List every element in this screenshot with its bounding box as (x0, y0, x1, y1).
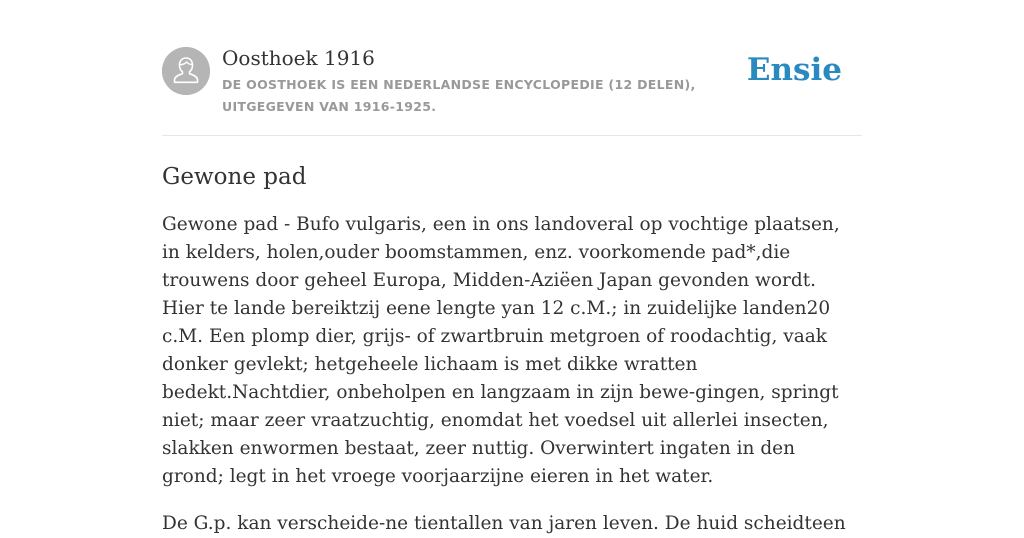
user-silhouette-icon (162, 47, 210, 95)
source-description: DE OOSTHOEK IS EEN NEDERLANDSE ENCYCLOPEDIE (12 DELEN), UITGEGEVEN VAN 1916-1925. (222, 77, 696, 114)
source-info (222, 44, 762, 118)
source-title[interactable]: Oosthoek 1916 (222, 46, 375, 70)
source-header (162, 0, 862, 136)
content-container (162, 0, 862, 538)
article-title: Gewone pad (162, 164, 307, 190)
article-paragraph: De G.p. kan verscheide-ne tientallen van jaren leven. De huid scheidteen (162, 513, 846, 534)
user-avatar-icon[interactable] (162, 47, 210, 95)
article-paragraph: Gewone pad - Bufo vulgaris, een in ons landoveral op vochtige plaatsen, in kelders, holen,ouder boomstammen, enz. voorkomende pad*,die trouwens door geheel Europa, Midden-Aziëen Japan gevonden wordt. Hier te lande bereiktzij eene lengte yan 12 c.M.; in zuidelijke landen20 c.M. Een plomp dier, grijs- of zwartbruin metgroen of roodachtig, vaak donker gevlekt; hetgeheele lichaam is met dikke wratten bedekt.Nachtdier, onbeholpen en langzaam in zijn bewe-gingen, springt niet; maar zeer vraatzuchtig, enomdat het voedsel uit allerlei insecten, slakken enwormen bestaat, zeer nuttig. Overwintert ingaten in den grond; legt in het vroege voorjaarzijne eieren in het water. (162, 214, 840, 487)
ensie-logo[interactable]: Ensie (746, 52, 842, 88)
